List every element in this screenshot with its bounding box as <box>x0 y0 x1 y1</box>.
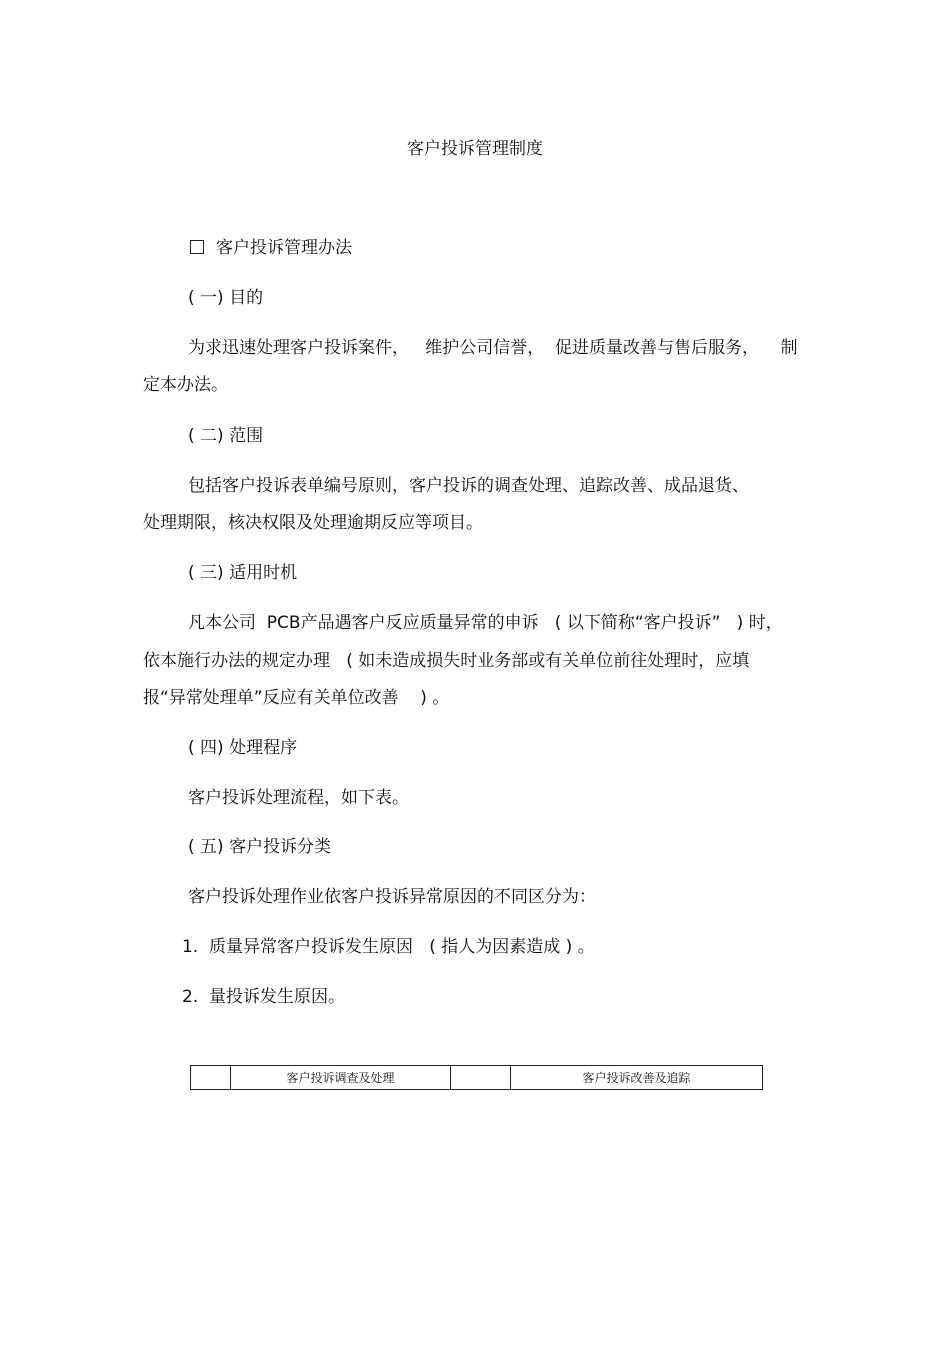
paragraph-line: 包括客户投诉表单编号原则，客户投诉的调查处理、追踪改善、成品退货、 <box>188 476 749 496</box>
list-item: 1. 质量异常客户投诉发生原因 ( 指人为因素造成 ) 。 <box>182 937 595 957</box>
paragraph-line: 凡本公司 PCB产品遇客户反应质量异常的申诉 ( 以下简称“客户投诉” ) 时， <box>188 613 783 633</box>
paragraph-line: 处理期限，核决权限及处理逾期反应等项目。 <box>143 513 483 533</box>
table-row <box>191 1066 763 1090</box>
subsection-heading: ( 二) 范围 <box>188 426 264 446</box>
process-flow-table <box>190 1065 763 1090</box>
subsection-heading: ( 五) 客户投诉分类 <box>188 837 332 857</box>
paragraph-line: 定本办法。 <box>143 375 228 395</box>
paragraph-line: 客户投诉处理流程，如下表。 <box>188 788 409 808</box>
table-cell: 客户投诉改善及追踪 <box>511 1066 763 1090</box>
subsection-heading: ( 一) 目的 <box>188 288 264 308</box>
table-cell <box>191 1066 231 1090</box>
checkbox-icon <box>190 240 204 254</box>
table-cell: 客户投诉调查及处理 <box>231 1066 451 1090</box>
table-cell <box>451 1066 511 1090</box>
section-heading-text: 客户投诉管理办法 <box>216 238 352 258</box>
paragraph-line: 客户投诉处理作业依客户投诉异常原因的不同区分为： <box>188 887 596 907</box>
subsection-heading: ( 四) 处理程序 <box>188 738 298 758</box>
subsection-heading: ( 三) 适用时机 <box>188 563 298 583</box>
section-heading <box>190 237 352 259</box>
list-item: 2. 量投诉发生原因。 <box>182 987 346 1007</box>
paragraph-line: 依本施行办法的规定办理 ( 如未造成损失时业务部或有关单位前往处理时，应填 <box>143 651 750 671</box>
paragraph-line: 报“异常处理单”反应有关单位改善 ) 。 <box>143 688 450 708</box>
paragraph-line: 为求迅速处理客户投诉案件， 维护公司信誉， 促进质量改善与售后服务， 制 <box>188 338 798 358</box>
document-title: 客户投诉管理制度 <box>407 139 543 159</box>
